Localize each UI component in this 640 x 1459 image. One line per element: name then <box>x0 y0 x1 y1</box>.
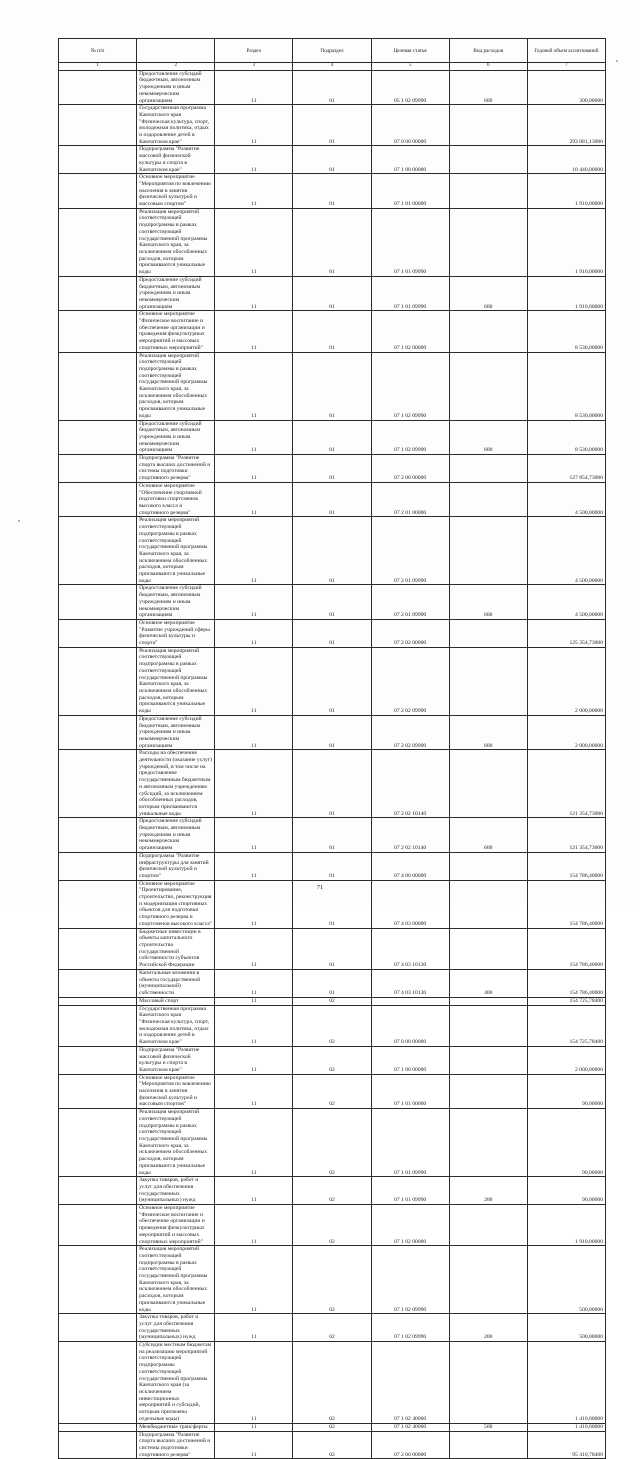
row-expense-type-cell <box>449 105 527 146</box>
row-razdel-cell: 11 <box>215 585 293 620</box>
row-name-cell: Подпрограмма "Развитие спорта высших достижений и системы подготовки спортивного резерва" <box>137 1431 215 1459</box>
row-target-article-cell: 07 0 00 00000 <box>371 1005 449 1046</box>
row-target-article-cell: 07 1 01 09990 <box>371 1177 449 1205</box>
row-number-cell <box>59 585 137 620</box>
row-amount-cell: 125 354,73000 <box>527 619 605 647</box>
row-amount-cell: 95 410,78400 <box>527 1431 605 1459</box>
table-row <box>59 70 606 105</box>
header-target-article: Целевая статья <box>371 39 449 63</box>
table-row <box>59 1314 606 1342</box>
row-amount-cell: 121 354,73000 <box>527 750 605 818</box>
row-amount-cell: 1 910,00000 <box>527 276 605 311</box>
row-expense-type-cell <box>449 1342 527 1423</box>
row-amount-cell: 8 530,00000 <box>527 420 605 455</box>
row-name-cell: Межбюджетные трансферты <box>137 1423 215 1431</box>
row-number-cell <box>59 619 137 647</box>
row-target-article-cell: 07 4 03 00000 <box>371 880 449 928</box>
row-amount-cell: 2 000,00000 <box>527 647 605 715</box>
row-podrazdel-cell: 02 <box>293 1246 371 1314</box>
row-target-article-cell: 07 1 02 09990 <box>371 1246 449 1314</box>
row-podrazdel-cell: 02 <box>293 1431 371 1459</box>
column-number: 1 <box>59 63 137 71</box>
table-row <box>59 1177 606 1205</box>
row-amount-cell: 8 530,00000 <box>527 352 605 420</box>
row-number-cell <box>59 1074 137 1109</box>
page-number: 71 <box>316 884 324 891</box>
row-amount-cell: 154 786,40000 <box>527 969 605 997</box>
row-expense-type-cell <box>449 750 527 818</box>
row-razdel-cell: 11 <box>215 969 293 997</box>
row-name-cell: Массовый спорт <box>137 997 215 1005</box>
row-expense-type-cell: 200 <box>449 1177 527 1205</box>
row-name-cell: Бюджетные инвестиции в объекты капитального строительства государственной собственности субъектов Российской Федерации <box>137 928 215 969</box>
row-name-cell: Основное мероприятие "Развитие учреждений сферы физической культуры и спорта" <box>137 619 215 647</box>
row-podrazdel-cell: 01 <box>293 276 371 311</box>
row-expense-type-cell: 500 <box>449 1423 527 1431</box>
row-expense-type-cell <box>449 455 527 483</box>
row-podrazdel-cell: 01 <box>293 852 371 880</box>
row-target-article-cell: 07 1 01 09990 <box>371 276 449 311</box>
row-target-article-cell: 07 1 02 40060 <box>371 1423 449 1431</box>
row-number-cell <box>59 174 137 209</box>
row-expense-type-cell <box>449 146 527 174</box>
table-row <box>59 1005 606 1046</box>
row-name-cell: Государственная программа Камчатского края "Физическая культура, спорт, молодежная политика, отдых и оздоровление детей в Камчатском крае" <box>137 105 215 146</box>
row-target-article-cell: 07 1 00 00000 <box>371 1046 449 1074</box>
row-amount-cell: 1 910,00000 <box>527 208 605 276</box>
row-number-cell <box>59 1431 137 1459</box>
row-name-cell: Основное мероприятие "Мероприятия по вовлечению населения в занятия физической культурой и массовым спортом" <box>137 1074 215 1109</box>
header-num: № п/п <box>59 39 137 63</box>
row-expense-type-cell: 600 <box>449 420 527 455</box>
row-razdel-cell: 11 <box>215 1342 293 1423</box>
row-expense-type-cell <box>449 1431 527 1459</box>
row-razdel-cell: 11 <box>215 1205 293 1246</box>
table-row <box>59 105 606 146</box>
row-podrazdel-cell: 01 <box>293 818 371 853</box>
row-target-article-cell: 07 4 03 10130 <box>371 928 449 969</box>
row-razdel-cell: 11 <box>215 715 293 750</box>
row-amount-cell: 500,00000 <box>527 1314 605 1342</box>
row-expense-type-cell <box>449 619 527 647</box>
row-number-cell <box>59 1177 137 1205</box>
row-number-cell <box>59 1109 137 1177</box>
row-amount-cell: 154 725,78400 <box>527 1005 605 1046</box>
row-number-cell <box>59 146 137 174</box>
row-razdel-cell: 11 <box>215 1431 293 1459</box>
row-expense-type-cell <box>449 928 527 969</box>
row-expense-type-cell: 600 <box>449 818 527 853</box>
header-podrazdel: Подраздел <box>293 39 371 63</box>
row-name-cell: Закупка товаров, работ и услуг для обеспечения государственных (муниципальных) нужд <box>137 1314 215 1342</box>
row-number-cell <box>59 750 137 818</box>
row-amount-cell: 1 410,00000 <box>527 1342 605 1423</box>
table-row <box>59 969 606 997</box>
row-amount-cell: 90,00000 <box>527 1177 605 1205</box>
row-name-cell: Реализация мероприятий соответствующей подпрограммы в рамках соответствующей государственной программы Камчатского края, за исключением обособленных расходов, которым присваиваются уникальные коды <box>137 1246 215 1314</box>
column-number: 5 <box>371 63 449 71</box>
row-expense-type-cell <box>449 1046 527 1074</box>
row-amount-cell: 4 500,00000 <box>527 517 605 585</box>
table-body <box>59 70 606 1459</box>
row-name-cell: Подпрограмма "Развитие массовой физической культуры и спорта в Камчатском крае" <box>137 1046 215 1074</box>
row-number-cell <box>59 420 137 455</box>
table-row <box>59 1342 606 1423</box>
row-name-cell: Предоставление субсидий бюджетным, автономным учреждениям и иным некоммерческим организациям <box>137 585 215 620</box>
table-header-row <box>59 39 606 63</box>
row-name-cell: Закупка товаров, работ и услуг для обеспечения государственных (муниципальных) нужд <box>137 1177 215 1205</box>
row-razdel-cell: 11 <box>215 1074 293 1109</box>
row-number-cell <box>59 70 137 105</box>
row-razdel-cell: 11 <box>215 311 293 352</box>
row-podrazdel-cell: 02 <box>293 1046 371 1074</box>
row-number-cell <box>59 352 137 420</box>
table-row <box>59 585 606 620</box>
row-amount-cell: 1 410,00000 <box>527 1423 605 1431</box>
row-podrazdel-cell: 01 <box>293 174 371 209</box>
row-razdel-cell: 11 <box>215 647 293 715</box>
row-target-article-cell: 07 1 01 00000 <box>371 1074 449 1109</box>
header-expense-type: Вид расходов <box>449 39 527 63</box>
row-name-cell: Реализация мероприятий соответствующей подпрограммы в рамках соответствующей государственной программы Камчатского края, за исключением обособленных расходов, которым присваиваются уникальные коды <box>137 1109 215 1177</box>
row-razdel-cell: 11 <box>215 818 293 853</box>
row-expense-type-cell: 200 <box>449 1314 527 1342</box>
row-podrazdel-cell: 01 <box>293 146 371 174</box>
row-expense-type-cell <box>449 311 527 352</box>
row-expense-type-cell <box>449 517 527 585</box>
table-row <box>59 482 606 517</box>
row-expense-type-cell: 600 <box>449 70 527 105</box>
row-expense-type-cell <box>449 352 527 420</box>
row-target-article-cell: 07 2 01 00000 <box>371 482 449 517</box>
row-target-article-cell: 07 1 01 09990 <box>371 1109 449 1177</box>
row-name-cell: Реализация мероприятий соответствующей подпрограммы в рамках соответствующей государственной программы Камчатского края, за исключением обособленных расходов, которым присваиваются уникальные коды <box>137 647 215 715</box>
row-target-article-cell: 07 1 00 00000 <box>371 146 449 174</box>
table-row <box>59 750 606 818</box>
budget-table <box>58 38 606 1459</box>
row-name-cell: Предоставление субсидий бюджетным, автономным учреждениям и иным некоммерческим организациям <box>137 420 215 455</box>
row-number-cell <box>59 1246 137 1314</box>
row-name-cell: Предоставление субсидий бюджетным, автономным учреждениям и иным некоммерческим организациям <box>137 70 215 105</box>
row-name-cell: Предоставление субсидий бюджетным, автономным учреждениям и иным некоммерческим организациям <box>137 818 215 853</box>
row-podrazdel-cell: 02 <box>293 1205 371 1246</box>
row-razdel-cell: 11 <box>215 1177 293 1205</box>
row-amount-cell: 8 530,00000 <box>527 311 605 352</box>
row-number-cell <box>59 928 137 969</box>
row-expense-type-cell <box>449 1074 527 1109</box>
row-amount-cell: 154 786,40000 <box>527 852 605 880</box>
row-target-article-cell: 05 1 02 09990 <box>371 70 449 105</box>
row-podrazdel-cell: 02 <box>293 1005 371 1046</box>
row-podrazdel-cell: 01 <box>293 352 371 420</box>
row-target-article-cell: 07 2 02 10140 <box>371 750 449 818</box>
row-number-cell <box>59 1423 137 1431</box>
table-row <box>59 647 606 715</box>
table-row <box>59 276 606 311</box>
table-row <box>59 852 606 880</box>
row-number-cell <box>59 311 137 352</box>
row-target-article-cell: 07 1 02 00000 <box>371 1205 449 1246</box>
row-amount-cell: 10 440,00000 <box>527 146 605 174</box>
row-number-cell <box>59 715 137 750</box>
table-row <box>59 997 606 1005</box>
row-expense-type-cell: 600 <box>449 585 527 620</box>
row-amount-cell: 1 910,00000 <box>527 174 605 209</box>
row-podrazdel-cell: 01 <box>293 880 371 928</box>
row-razdel-cell: 11 <box>215 1314 293 1342</box>
header-annual-amount: Годовой объем ассигнований <box>527 39 605 63</box>
table-row <box>59 928 606 969</box>
row-target-article-cell: 07 0 00 00000 <box>371 105 449 146</box>
row-razdel-cell: 11 <box>215 276 293 311</box>
row-expense-type-cell: 400 <box>449 969 527 997</box>
row-name-cell: Основное мероприятие "Физическое воспитание и обеспечение организации и проведения физкультурных мероприятий и массовых спортивных мероприятий" <box>137 1205 215 1246</box>
row-target-article-cell: 07 1 01 09990 <box>371 208 449 276</box>
header-razdel: Раздел <box>215 39 293 63</box>
row-number-cell <box>59 852 137 880</box>
row-expense-type-cell <box>449 852 527 880</box>
row-number-cell <box>59 517 137 585</box>
row-razdel-cell: 11 <box>215 208 293 276</box>
row-podrazdel-cell: 02 <box>293 1074 371 1109</box>
row-amount-cell: 293 081,13000 <box>527 105 605 146</box>
row-number-cell <box>59 1005 137 1046</box>
row-podrazdel-cell: 01 <box>293 455 371 483</box>
row-expense-type-cell <box>449 647 527 715</box>
row-razdel-cell: 11 <box>215 928 293 969</box>
table-row <box>59 208 606 276</box>
row-amount-cell: 127 854,73000 <box>527 455 605 483</box>
row-number-cell <box>59 997 137 1005</box>
row-amount-cell: 154 786,40000 <box>527 880 605 928</box>
row-amount-cell: 90,00000 <box>527 1074 605 1109</box>
row-podrazdel-cell: 02 <box>293 1342 371 1423</box>
row-podrazdel-cell: 01 <box>293 420 371 455</box>
row-podrazdel-cell: 01 <box>293 482 371 517</box>
table-row <box>59 1074 606 1109</box>
row-name-cell: Предоставление субсидий бюджетным, автономным учреждениям и иным некоммерческим организациям <box>137 276 215 311</box>
table-row <box>59 619 606 647</box>
row-razdel-cell: 11 <box>215 880 293 928</box>
row-target-article-cell: 07 2 02 09990 <box>371 647 449 715</box>
row-name-cell: Основное мероприятие "Проектирование, строительство, реконструкция и модернизация спортивных объектов для подготовки спортивного резерва и спортсменов высокого класса" <box>137 880 215 928</box>
row-number-cell <box>59 647 137 715</box>
row-target-article-cell <box>371 997 449 1005</box>
row-razdel-cell: 11 <box>215 1109 293 1177</box>
row-name-cell: Реализация мероприятий соответствующей подпрограммы в рамках соответствующей государственной программы Камчатского края, за исключением обособленных расходов, которым присваиваются уникальные коды <box>137 352 215 420</box>
table-row <box>59 352 606 420</box>
row-target-article-cell: 07 1 01 00000 <box>371 174 449 209</box>
row-amount-cell: 4 500,00000 <box>527 482 605 517</box>
row-target-article-cell: 07 4 00 00000 <box>371 852 449 880</box>
table-row <box>59 1423 606 1431</box>
row-razdel-cell: 11 <box>215 1246 293 1314</box>
row-name-cell: Подпрограмма "Развитие массовой физической культуры и спорта в Камчатском крае" <box>137 146 215 174</box>
row-number-cell <box>59 1342 137 1423</box>
row-podrazdel-cell: 02 <box>293 997 371 1005</box>
row-name-cell: Предоставление субсидий бюджетным, автономным учреждениям и иным некоммерческим организациям <box>137 715 215 750</box>
row-name-cell: Субсидии местным бюджетам на реализацию мероприятий соответствующей подпрограммы соответствующей государственной программы Камчатского края (за исключением инвестиционных мероприятий и субсидий, которым присвоены отдельные коды) <box>137 1342 215 1423</box>
table-row <box>59 1046 606 1074</box>
table-row <box>59 1431 606 1459</box>
row-number-cell <box>59 208 137 276</box>
row-expense-type-cell <box>449 174 527 209</box>
row-podrazdel-cell: 01 <box>293 585 371 620</box>
row-target-article-cell: 07 1 02 00000 <box>371 311 449 352</box>
row-number-cell <box>59 1046 137 1074</box>
row-podrazdel-cell: 02 <box>293 1109 371 1177</box>
row-number-cell <box>59 818 137 853</box>
row-podrazdel-cell: 01 <box>293 647 371 715</box>
row-name-cell: Государственная программа Камчатского края "Физическая культура, спорт, молодежная политика, отдых и оздоровление детей в Камчатском крае" <box>137 1005 215 1046</box>
row-number-cell <box>59 969 137 997</box>
table-row <box>59 715 606 750</box>
row-razdel-cell: 11 <box>215 517 293 585</box>
row-number-cell <box>59 276 137 311</box>
row-podrazdel-cell: 01 <box>293 517 371 585</box>
row-expense-type-cell <box>449 1246 527 1314</box>
row-razdel-cell: 11 <box>215 455 293 483</box>
row-razdel-cell: 11 <box>215 1005 293 1046</box>
row-podrazdel-cell: 01 <box>293 105 371 146</box>
row-amount-cell: 154 725,78400 <box>527 997 605 1005</box>
row-expense-type-cell <box>449 208 527 276</box>
table-row <box>59 311 606 352</box>
row-amount-cell: 2 000,00000 <box>527 715 605 750</box>
row-amount-cell: 90,00000 <box>527 1109 605 1177</box>
table-row <box>59 174 606 209</box>
row-number-cell <box>59 105 137 146</box>
column-number-row <box>59 63 606 71</box>
row-name-cell: Расходы на обеспечение деятельности (оказание услуг) учреждений, в том числе на предоставление государственным бюджетным и автономным учреждениям субсидий, за исключением обособленных расходов, которым присваиваются уникальные коды <box>137 750 215 818</box>
column-number: 3 <box>215 63 293 71</box>
row-name-cell: Основное мероприятие "Мероприятия по вовлечению населения в занятия физической культурой и массовым спортом" <box>137 174 215 209</box>
row-number-cell <box>59 455 137 483</box>
row-name-cell: Капитальные вложения в объекты государственной (муниципальной) собственности <box>137 969 215 997</box>
row-expense-type-cell: 600 <box>449 276 527 311</box>
row-target-article-cell: 07 1 02 09990 <box>371 352 449 420</box>
row-podrazdel-cell: 02 <box>293 1314 371 1342</box>
row-amount-cell: 4 500,00000 <box>527 585 605 620</box>
row-razdel-cell: 11 <box>215 70 293 105</box>
row-name-cell: Основное мероприятие "Физическое воспитание и обеспечение организации и проведения физкультурных мероприятий и массовых спортивных мероприятий" <box>137 311 215 352</box>
row-podrazdel-cell: 01 <box>293 311 371 352</box>
row-razdel-cell: 11 <box>215 352 293 420</box>
row-podrazdel-cell: 01 <box>293 969 371 997</box>
row-razdel-cell: 11 <box>215 750 293 818</box>
row-expense-type-cell: 600 <box>449 715 527 750</box>
row-expense-type-cell <box>449 997 527 1005</box>
row-expense-type-cell <box>449 1005 527 1046</box>
row-amount-cell: 1 910,00000 <box>527 1205 605 1246</box>
row-expense-type-cell <box>449 1205 527 1246</box>
row-amount-cell: 300,00000 <box>527 70 605 105</box>
row-target-article-cell: 07 2 00 00000 <box>371 455 449 483</box>
row-target-article-cell: 07 1 02 09990 <box>371 420 449 455</box>
row-name-cell: Основное мероприятие "Обеспечение спортивной подготовки спортсменов высокого класса и спортивного резерва" <box>137 482 215 517</box>
row-target-article-cell: 07 2 02 09990 <box>371 715 449 750</box>
row-razdel-cell: 11 <box>215 146 293 174</box>
header-name <box>137 39 215 63</box>
row-razdel-cell: 11 <box>215 1423 293 1431</box>
row-podrazdel-cell: 01 <box>293 750 371 818</box>
row-razdel-cell: 11 <box>215 174 293 209</box>
row-target-article-cell: 07 4 03 10130 <box>371 969 449 997</box>
row-target-article-cell: 07 2 01 09990 <box>371 585 449 620</box>
table-row <box>59 1205 606 1246</box>
column-number: 6 <box>449 63 527 71</box>
column-number: 7 <box>527 63 605 71</box>
row-target-article-cell: 07 1 02 09990 <box>371 1314 449 1342</box>
table-row <box>59 420 606 455</box>
row-podrazdel-cell: 01 <box>293 208 371 276</box>
row-number-cell <box>59 482 137 517</box>
row-expense-type-cell <box>449 482 527 517</box>
row-podrazdel-cell: 01 <box>293 70 371 105</box>
row-name-cell: Подпрограмма "Развитие инфраструктуры для занятий физической культурой и спортом" <box>137 852 215 880</box>
row-expense-type-cell <box>449 1109 527 1177</box>
scan-speck <box>18 520 20 522</box>
row-number-cell <box>59 1205 137 1246</box>
row-name-cell: Реализация мероприятий соответствующей подпрограммы в рамках соответствующей государственной программы Камчатского края, за исключением обособленных расходов, которым присваиваются уникальные коды <box>137 517 215 585</box>
row-podrazdel-cell: 02 <box>293 1177 371 1205</box>
row-podrazdel-cell: 02 <box>293 1423 371 1431</box>
row-amount-cell: 121 354,73000 <box>527 818 605 853</box>
column-number: 4 <box>293 63 371 71</box>
row-amount-cell: 154 786,40000 <box>527 928 605 969</box>
row-name-cell: Подпрограмма "Развитие спорта высших достижений и системы подготовки спортивного резерва" <box>137 455 215 483</box>
row-podrazdel-cell: 01 <box>293 619 371 647</box>
row-amount-cell: 2 000,00000 <box>527 1046 605 1074</box>
scan-speck <box>616 60 618 62</box>
table-row <box>59 146 606 174</box>
row-target-article-cell: 07 2 00 00000 <box>371 1431 449 1459</box>
row-razdel-cell: 11 <box>215 1046 293 1074</box>
row-name-cell: Реализация мероприятий соответствующей подпрограммы в рамках соответствующей государственной программы Камчатского края, за исключением обособленных расходов, которым присваиваются уникальные коды <box>137 208 215 276</box>
row-amount-cell: 500,00000 <box>527 1246 605 1314</box>
table-row <box>59 517 606 585</box>
row-razdel-cell: 11 <box>215 997 293 1005</box>
row-target-article-cell: 07 2 01 09990 <box>371 517 449 585</box>
row-target-article-cell: 07 2 02 00000 <box>371 619 449 647</box>
row-target-article-cell: 07 1 02 40060 <box>371 1342 449 1423</box>
table-row <box>59 455 606 483</box>
table-row <box>59 1109 606 1177</box>
row-number-cell <box>59 1314 137 1342</box>
row-razdel-cell: 11 <box>215 852 293 880</box>
row-podrazdel-cell: 01 <box>293 928 371 969</box>
row-razdel-cell: 11 <box>215 105 293 146</box>
table-row <box>59 818 606 853</box>
table-row <box>59 1246 606 1314</box>
column-number: 2 <box>137 63 215 71</box>
row-razdel-cell: 11 <box>215 619 293 647</box>
row-target-article-cell: 07 2 02 10140 <box>371 818 449 853</box>
row-podrazdel-cell: 01 <box>293 715 371 750</box>
row-razdel-cell: 11 <box>215 420 293 455</box>
row-razdel-cell: 11 <box>215 482 293 517</box>
